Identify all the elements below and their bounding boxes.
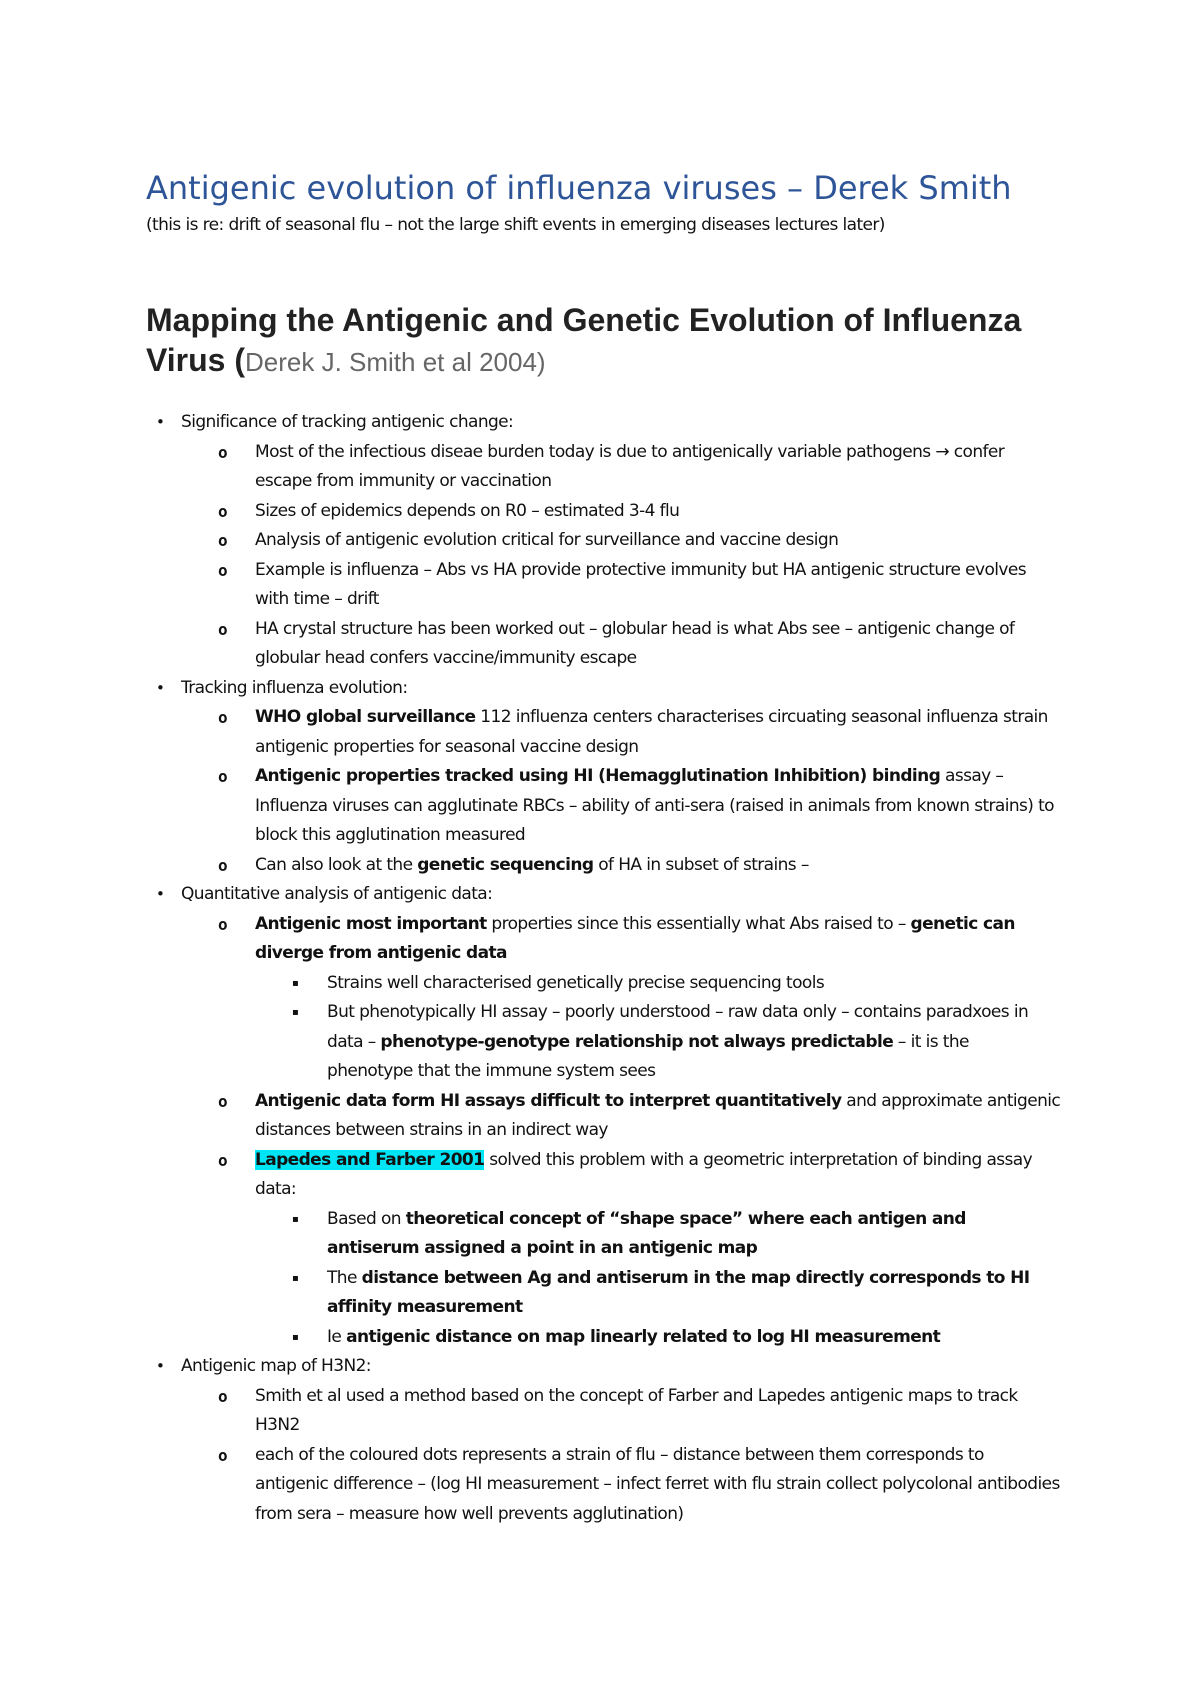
item-text: 112 influenza centers characterises circuating seasonal influenza strain antigenic properties for seasonal vaccine design: [255, 707, 1048, 757]
list-item-level-1: [0, 615, 1061, 674]
item-text: of HA in subset of strains –: [593, 854, 809, 875]
list-item-level-2: [0, 1264, 1057, 1323]
bullet-marker: o: [218, 914, 228, 934]
bullet-marker: o: [218, 855, 228, 875]
list-item-level-1: [0, 851, 1061, 881]
item-text: Tracking influenza evolution:: [181, 677, 408, 698]
bullet-marker: o: [218, 1386, 228, 1406]
item-text: Sizes of epidemics depends on R0 – estimated 3-4 flu: [255, 500, 680, 521]
item-text: The: [327, 1267, 362, 1288]
bullet-marker: ▪: [292, 1213, 299, 1225]
bold-text: Antigenic data form HI assays difficult to interpret quantitatively: [255, 1090, 842, 1111]
list-item-level-0: [0, 674, 1061, 704]
list-item-level-1: [0, 910, 1061, 969]
bullet-list: [0, 408, 1200, 1529]
bold-text: antigenic distance on map linearly related to log HI measurement: [346, 1326, 941, 1347]
item-text: HA crystal structure has been worked out – globular head is what Abs see – antigenic change of globular head confers vaccine/immunity escape: [255, 618, 1015, 668]
section-heading-main: Mapping the Antigenic and Genetic Evolution of Influenza Virus (: [146, 302, 1022, 378]
list-item-level-0: [0, 408, 1061, 438]
list-item-level-1: [0, 497, 1061, 527]
item-text: Based on: [327, 1208, 406, 1229]
list-item-level-1: [0, 526, 1061, 556]
item-text: Analysis of antigenic evolution critical for surveillance and vaccine design: [255, 530, 839, 550]
item-text: assay – Influenza viruses can agglutinate RBCs – ability of anti-sera (raised in animals from known strains) to block this agglutination measured: [255, 766, 1054, 845]
bold-text: phenotype-genotype relationship not always predictable: [380, 1031, 894, 1052]
bullet-marker: o: [218, 531, 228, 550]
item-text: Ie: [327, 1326, 347, 1347]
list-item-level-1: [0, 1441, 1061, 1530]
list-item-level-1: [0, 762, 1061, 851]
list-item-level-1: [0, 1382, 1061, 1441]
item-text: – it is the phenotype that the immune system sees: [327, 1031, 969, 1081]
document-subtitle: (this is re: drift of seasonal flu – not the large shift events in emerging diseases lectures later): [146, 215, 885, 235]
bold-text: Antigenic properties tracked using HI (Hemagglutination Inhibition) binding: [255, 766, 941, 786]
item-text: Can also look at the: [255, 854, 418, 875]
bullet-marker: o: [218, 1091, 228, 1111]
highlighted-text: Lapedes and Farber 2001: [255, 1149, 485, 1170]
bullet-marker: ▪: [292, 1272, 299, 1284]
list-item-level-2: [0, 1323, 1057, 1353]
item-text: Most of the infectious diseae burden today is due to antigenically variable pathogens → confer escape from immunity or vaccination: [255, 441, 1005, 491]
list-item-level-2: [0, 998, 1057, 1087]
bold-text: genetic sequencing: [417, 854, 594, 875]
bold-text: Antigenic most important: [255, 913, 487, 934]
item-text: solved this problem with a geometric interpretation of binding assay data:: [255, 1149, 1033, 1199]
item-text: each of the coloured dots represents a strain of flu – distance between them corresponds to antigenic difference – (log HI measurement – infect ferret with flu strain collect polycolonal antibodies from sera – measure how well prevents agglutination): [255, 1444, 1060, 1524]
bullet-marker: •: [156, 678, 165, 697]
bullet-marker: ▪: [292, 1007, 299, 1018]
bullet-marker: •: [156, 1357, 165, 1375]
list-item-level-1: [0, 1087, 1061, 1146]
bold-text: distance between Ag and antiserum in the map directly corresponds to HI affinity measurement: [327, 1267, 1030, 1317]
bullet-marker: o: [218, 560, 228, 580]
bullet-marker: o: [218, 501, 228, 521]
bullet-marker: o: [218, 1150, 228, 1170]
item-text: Example is influenza – Abs vs HA provide protective immunity but HA antigenic structure evolves with time – drift: [255, 559, 1027, 609]
bold-text: genetic can diverge from antigenic data: [255, 913, 1015, 963]
item-text: properties since this essentially what Abs raised to –: [486, 913, 911, 934]
item-text: Antigenic map of H3N2:: [181, 1356, 371, 1376]
item-text: Smith et al used a method based on the concept of Farber and Lapedes antigenic maps to track H3N2: [255, 1385, 1018, 1435]
list-item-level-1: [0, 556, 1061, 615]
bullet-marker: o: [218, 442, 228, 462]
bullet-marker: o: [218, 708, 228, 727]
item-text: Strains well characterised genetically precise sequencing tools: [327, 972, 825, 993]
list-item-level-2: [0, 969, 1057, 999]
bullet-marker: ▪: [292, 1331, 299, 1343]
document-title: Antigenic evolution of influenza viruses – Derek Smith: [146, 169, 1012, 207]
list-item-level-0: [0, 880, 1061, 910]
list-item-level-1: [0, 438, 1061, 497]
item-text: Quantitative analysis of antigenic data:: [181, 884, 493, 904]
list-item-level-1: [0, 703, 1061, 762]
bullet-marker: o: [218, 619, 228, 639]
bullet-marker: o: [218, 1445, 228, 1465]
bullet-marker: o: [218, 767, 228, 786]
section-heading-citation: Derek J. Smith et al 2004): [245, 347, 546, 377]
section-heading: [146, 300, 1106, 382]
bold-text: theoretical concept of “shape space” where each antigen and antiserum assigned a point in an antigenic map: [327, 1208, 966, 1258]
bullet-marker: •: [156, 885, 165, 903]
list-item-level-0: [0, 1352, 1061, 1382]
list-item-level-1: [0, 1146, 1061, 1205]
bullet-marker: ▪: [292, 977, 299, 989]
bullet-marker: •: [156, 413, 165, 431]
item-text: But phenotypically HI assay – poorly understood – raw data only – contains paradxoes in data –: [327, 1002, 1029, 1052]
item-text: and approximate antigenic distances between strains in an indirect way: [255, 1090, 1061, 1140]
list-item-level-2: [0, 1205, 1057, 1264]
item-text: Significance of tracking antigenic change:: [181, 412, 514, 432]
bold-text: WHO global surveillance: [255, 707, 476, 727]
